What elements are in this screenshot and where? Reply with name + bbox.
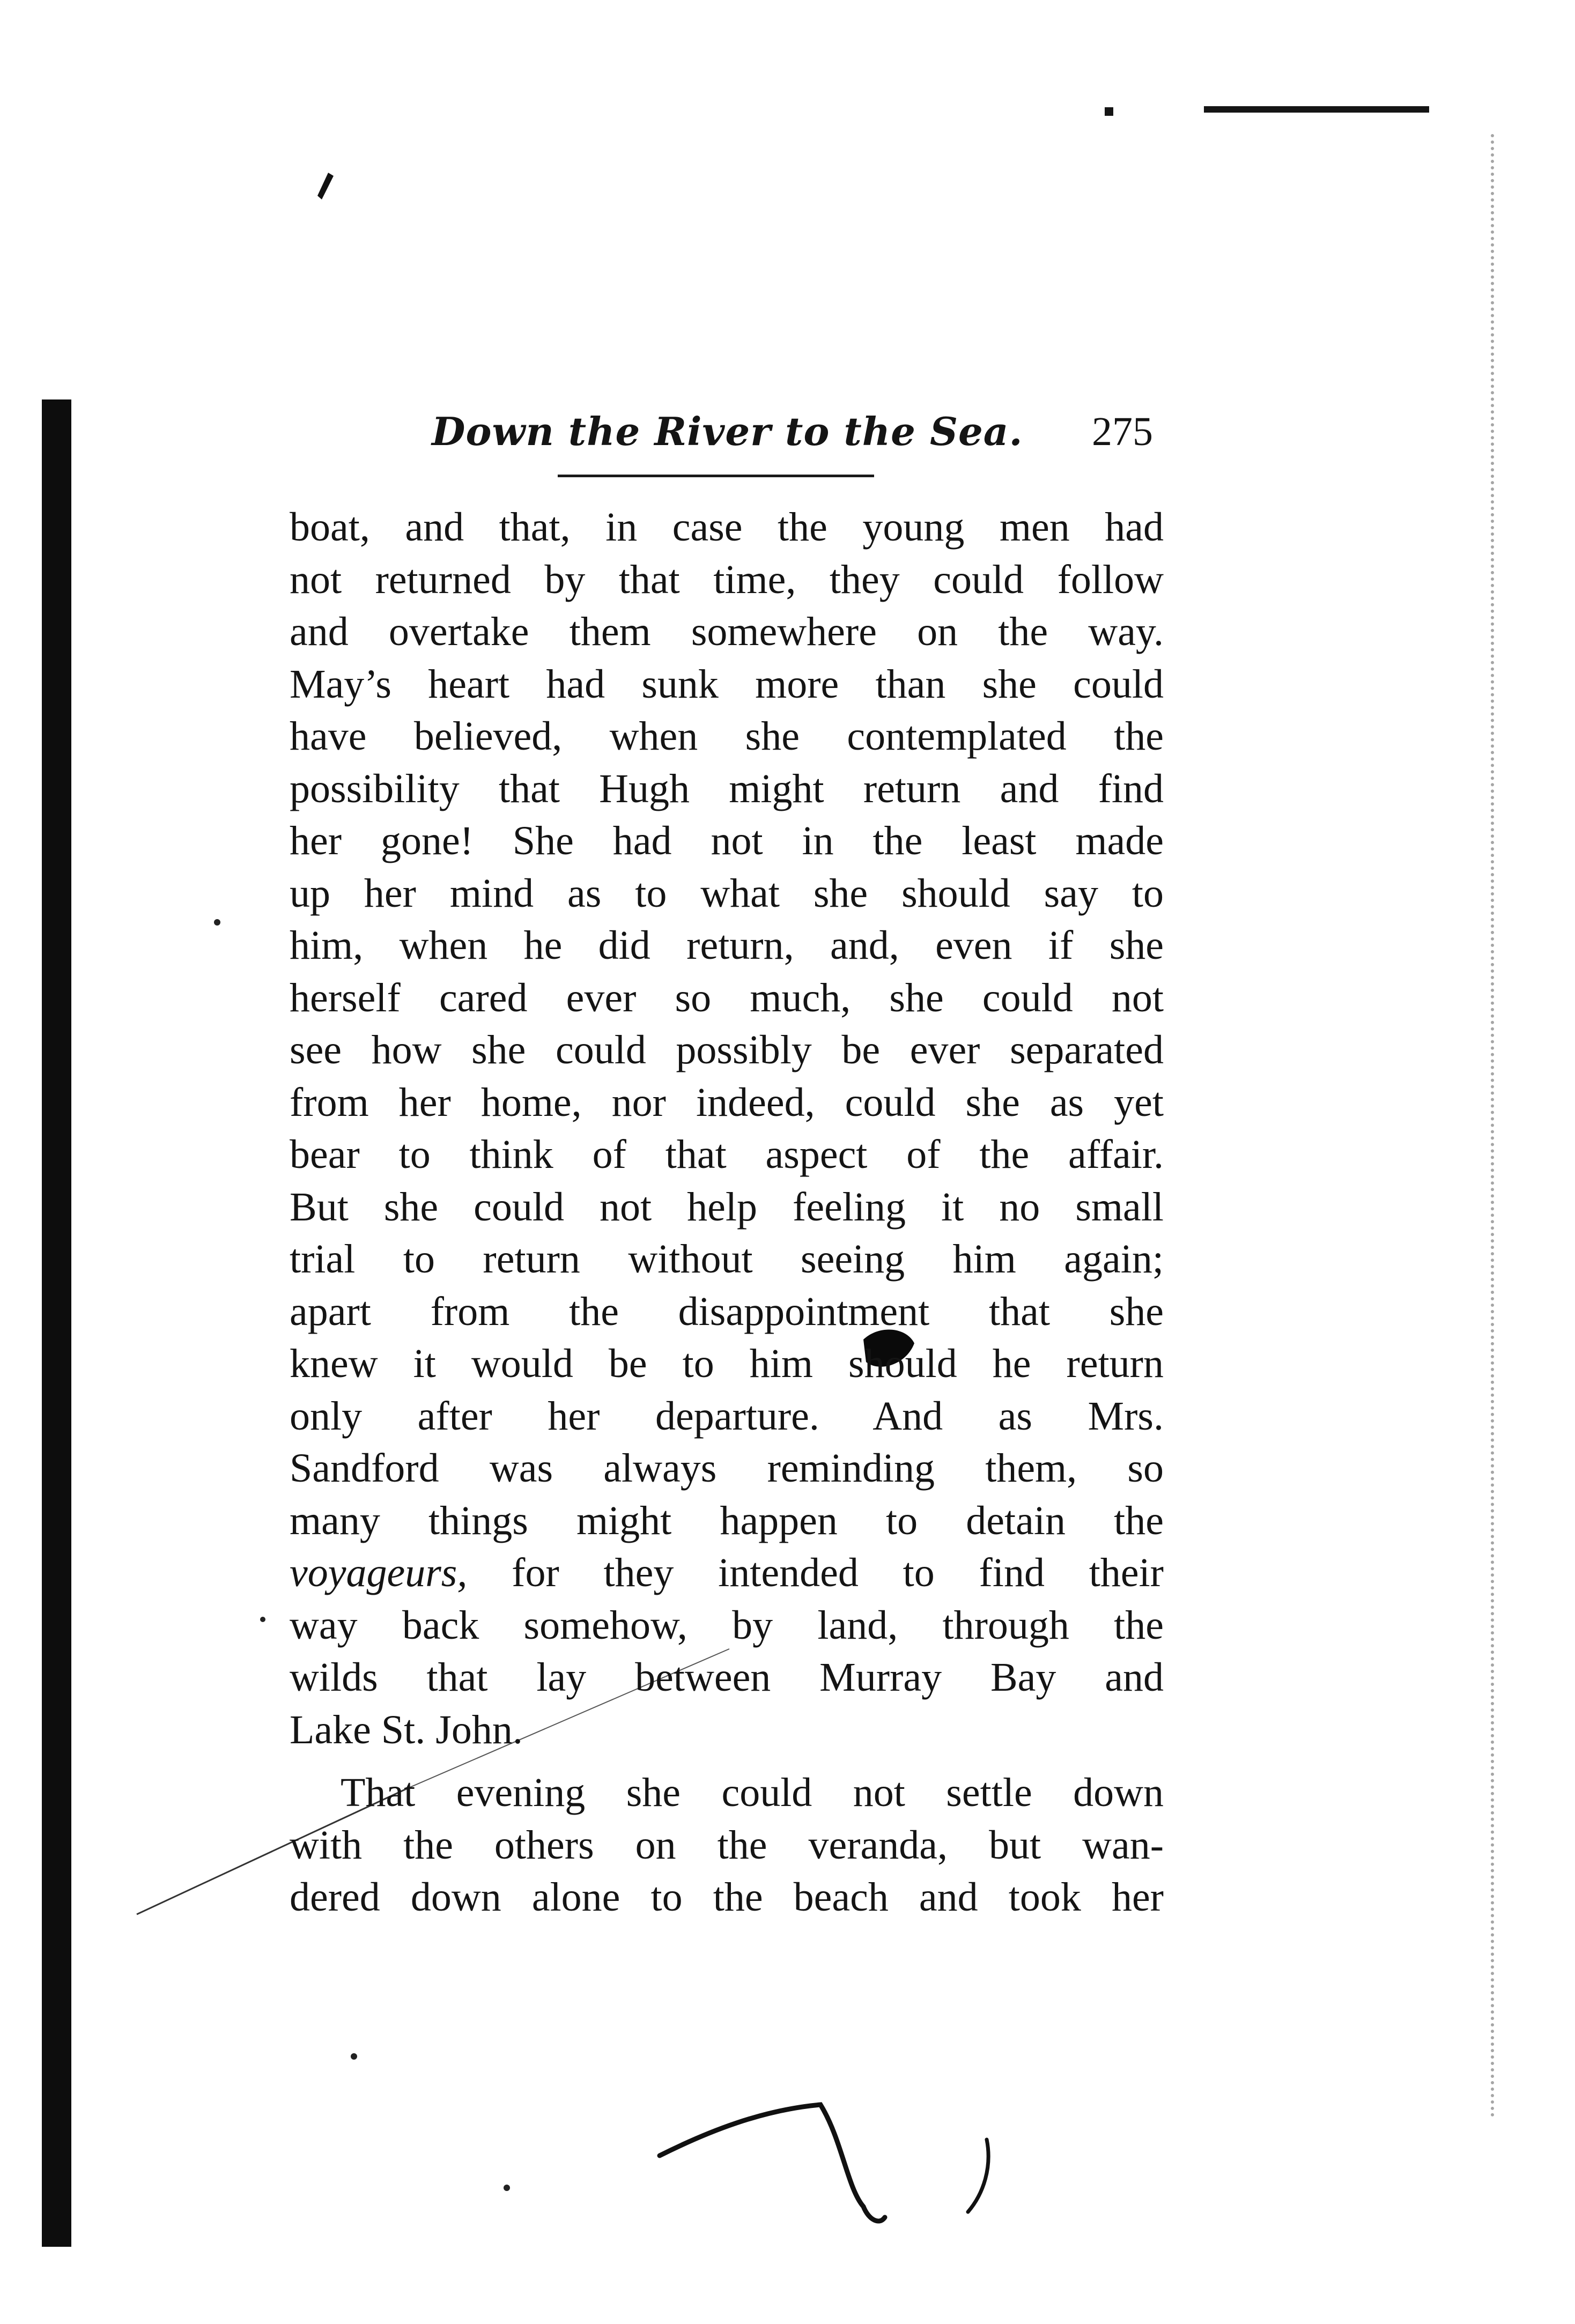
pencil-stroke-top-left (317, 173, 334, 199)
text-line: many things might happen to detain the (290, 1498, 1164, 1543)
paragraph-gap (290, 1756, 1164, 1767)
text-line: not returned by that time, they could follow (290, 557, 1164, 602)
text-line: But she could not help feeling it no small (290, 1184, 1164, 1230)
text-line: her gone! She had not in the least made (290, 818, 1164, 863)
text-line: wilds that lay between Murray Bay and (290, 1655, 1164, 1700)
text-line: Sandford was always reminding them, so (290, 1446, 1164, 1491)
text-line: see how she could possibly be ever separated (290, 1027, 1164, 1072)
text-line: dered down alone to the beach and took her (290, 1875, 1164, 1920)
text-line: knew it would be to him should he return (290, 1341, 1164, 1386)
text-line: have believed, when she contemplated the (290, 714, 1164, 759)
text-line: him, when he did return, and, even if she (290, 923, 1164, 968)
text-line: boat, and that, in case the young men had (290, 505, 1164, 550)
text-line-paragraph-end: Lake St. John. (290, 1707, 523, 1752)
body-text (290, 501, 1164, 1924)
speck (504, 2185, 510, 2191)
text-line: herself cared ever so much, she could not (290, 975, 1164, 1020)
ink-scribble-bottom (660, 2105, 885, 2221)
text-line: with the others on the veranda, but wan- (290, 1822, 1164, 1868)
text-line: only after her departure. And as Mrs. (290, 1393, 1164, 1439)
text-line: possibility that Hugh might return and find (290, 766, 1164, 811)
italic-word: voyageurs, (290, 1550, 468, 1595)
text-line: May’s heart had sunk more than she could (290, 661, 1164, 707)
text-line: trial to return without seeing him again; (290, 1237, 1164, 1282)
running-title: Down the River to the Sea. (432, 409, 1023, 454)
text-line-voyageurs (290, 1547, 1164, 1600)
text-line: apart from the disappointment that she (290, 1289, 1164, 1334)
header-rule (558, 475, 874, 477)
speck (351, 2053, 357, 2060)
page-number: 275 (1092, 409, 1153, 454)
speck (260, 1617, 265, 1622)
text-line: and overtake them somewhere on the way. (290, 609, 1164, 654)
speck (214, 919, 220, 926)
text-line: up her mind as to what she should say to (290, 870, 1164, 916)
line-remainder: for they intended to find their (467, 1550, 1164, 1595)
text-line: from her home, nor indeed, could she as yet (290, 1079, 1164, 1125)
text-line-paragraph-start: That evening she could not settle down (341, 1770, 1164, 1815)
text-line: bear to think of that aspect of the affair. (290, 1132, 1164, 1177)
ink-tick-bottom (968, 2140, 988, 2212)
text-line: way back somehow, by land, through the (290, 1602, 1164, 1648)
running-head (292, 405, 1158, 469)
